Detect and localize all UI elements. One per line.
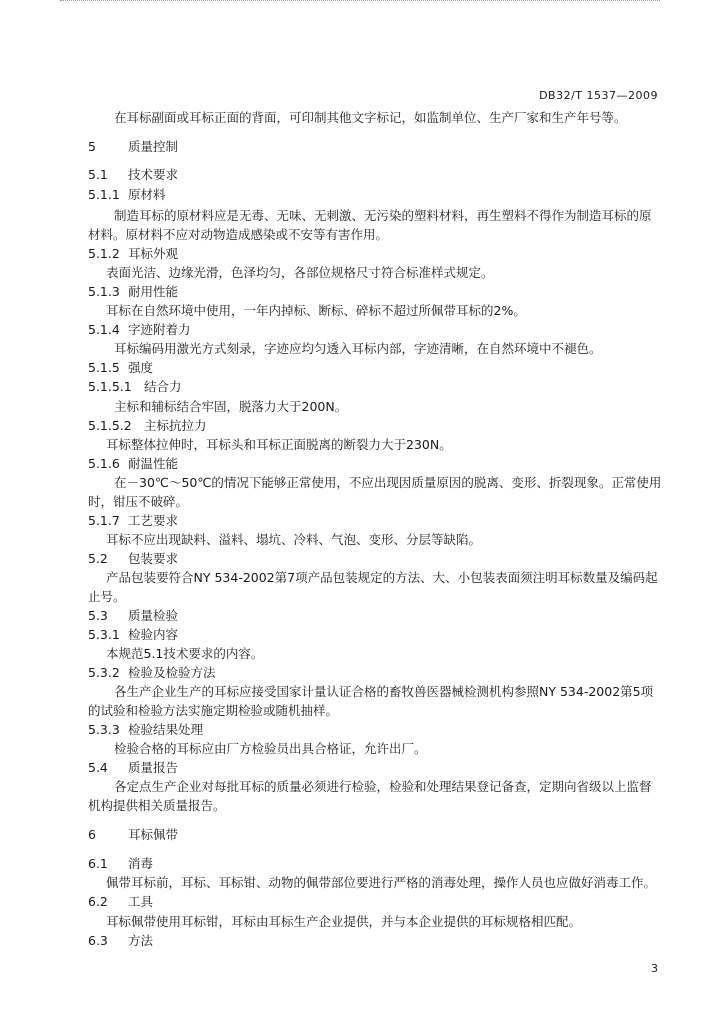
- paragraph: 制造耳标的原材料应是无毒、无味、无刺激、无污染的塑料材料，再生塑料不得作为制造耳标的原: [114, 208, 652, 223]
- section-number: 5: [88, 139, 96, 154]
- section-number: 5.1.7: [88, 513, 120, 528]
- paragraph: 耳标佩带使用耳标钳，耳标由耳标生产企业提供，并与本企业提供的耳标规格相匹配。: [106, 914, 582, 929]
- section-number: 5.3.1: [88, 627, 120, 642]
- section-title: 耐用性能: [128, 284, 179, 299]
- paragraph: 本规范5.1技术要求的内容。: [106, 646, 264, 661]
- section-title: 质量检验: [128, 608, 179, 623]
- section-5-3-1-heading: [88, 627, 178, 643]
- section-5-1-heading: [88, 167, 178, 183]
- section-title: 技术要求: [128, 167, 179, 182]
- paragraph: 机构提供相关质量报告。: [88, 798, 226, 813]
- section-number: 6.2: [88, 894, 108, 909]
- section-5-2-heading: [88, 551, 178, 567]
- paragraph: 主标和辅标结合牢固，脱落力大于200N。: [114, 399, 348, 414]
- section-title: 工艺要求: [128, 513, 179, 528]
- paragraph: 耳标编码用激光方式刻录，字迹应均匀透入耳标内部，字迹清晰，在自然环境中不褪色。: [114, 341, 602, 356]
- section-title: 结合力: [144, 379, 182, 394]
- paragraph: 各生产企业生产的耳标应接受国家计量认证合格的畜牧兽医器械检测机构参照NY 534-2002第5项: [114, 684, 654, 699]
- section-title: 包装要求: [128, 551, 179, 566]
- paragraph: 检验合格的耳标应由厂方检验员出具合格证，允许出厂。: [114, 741, 427, 756]
- paragraph: 时，钳压不破碎。: [88, 494, 189, 509]
- section-number: 5.1.5.2: [88, 418, 132, 433]
- section-title: 耳标佩带: [128, 827, 179, 842]
- section-5-1-3-heading: [88, 284, 178, 300]
- section-number: 5.4: [88, 760, 108, 775]
- section-number: 6.3: [88, 933, 108, 948]
- section-6-1-heading: [88, 856, 153, 872]
- paragraph: 表面光洁、边缘光滑，色泽均匀，各部位规格尺寸符合标准样式规定。: [106, 265, 494, 280]
- section-title: 检验内容: [128, 627, 179, 642]
- section-number: 5.3.2: [88, 665, 120, 680]
- section-6-3-heading: [88, 933, 153, 949]
- section-5-1-5-heading: [88, 360, 153, 376]
- paragraph: 产品包装要符合NY 534-2002第7项产品包装规定的方法、大、小包装表面须注明耳标数量及编码起: [106, 570, 658, 585]
- scan-edge-rule: [60, 0, 660, 3]
- section-title: 质量控制: [128, 139, 179, 154]
- section-5-3-heading: [88, 608, 178, 624]
- section-number: 5.3.3: [88, 722, 120, 737]
- paragraph: 止号。: [88, 589, 126, 604]
- section-title: 原材料: [128, 187, 166, 202]
- section-number: 5.1.2: [88, 246, 120, 261]
- section-title: 检验及检验方法: [128, 665, 216, 680]
- section-6-heading: [88, 827, 178, 843]
- paragraph: 佩带耳标前，耳标、耳标钳、动物的佩带部位要进行严格的消毒处理，操作人员也应做好消毒工作。: [106, 875, 657, 890]
- section-number: 5.1.5.1: [88, 379, 132, 394]
- section-5-1-2-heading: [88, 246, 178, 262]
- section-5-1-1-heading: [88, 187, 166, 203]
- section-number: 5.1.4: [88, 322, 120, 337]
- paragraph: 在－30℃～50℃的情况下能够正常使用，不应出现因质量原因的脱离、变形、折裂现象。正常使用: [114, 475, 662, 490]
- section-title: 耳标外观: [128, 246, 179, 261]
- section-5-3-2-heading: [88, 665, 216, 681]
- section-number: 5.1.6: [88, 456, 120, 471]
- section-title: 耐温性能: [128, 456, 179, 471]
- paragraph: 耳标在自然环境中使用，一年内掉标、断标、碎标不超过所佩带耳标的2%。: [106, 303, 526, 318]
- intro-paragraph: 在耳标副面或耳标正面的背面，可印制其他文字标记，如监制单位、生产厂家和生产年号等。: [114, 110, 627, 125]
- section-5-1-5-2-heading: [88, 418, 207, 434]
- section-number: 5.2: [88, 551, 108, 566]
- section-title: 主标抗拉力: [144, 418, 207, 433]
- section-title: 工具: [128, 894, 154, 909]
- section-number: 5.3: [88, 608, 108, 623]
- section-title: 质量报告: [128, 760, 179, 775]
- section-5-4-heading: [88, 760, 178, 776]
- section-title: 字迹附着力: [128, 322, 191, 337]
- paragraph: 材料。原材料不应对动物造成感染或不安等有害作用。: [88, 227, 389, 242]
- section-number: 5.1: [88, 167, 108, 182]
- section-title: 方法: [128, 933, 154, 948]
- paragraph: 耳标整体拉伸时，耳标头和耳标正面脱离的断裂力大于230N。: [106, 437, 452, 452]
- section-5-1-6-heading: [88, 456, 178, 472]
- section-title: 检验结果处理: [128, 722, 204, 737]
- document-code: DB32/T 1537—2009: [539, 89, 658, 102]
- section-title: 消毒: [128, 856, 154, 871]
- section-5-3-3-heading: [88, 722, 203, 738]
- paragraph: 各定点生产企业对每批耳标的质量必须进行检验，检验和处理结果登记备查，定期向省级以上监督: [114, 779, 652, 794]
- section-number: 6.1: [88, 856, 108, 871]
- section-5-heading: [88, 139, 178, 155]
- section-5-1-7-heading: [88, 513, 178, 529]
- section-5-1-4-heading: [88, 322, 191, 338]
- section-5-1-5-1-heading: [88, 379, 182, 395]
- paragraph: 的试验和检验方法实施定期检验或随机抽样。: [88, 703, 339, 718]
- section-number: 5.1.1: [88, 187, 120, 202]
- section-6-2-heading: [88, 894, 153, 910]
- section-number: 6: [88, 827, 96, 842]
- section-number: 5.1.5: [88, 360, 120, 375]
- section-number: 5.1.3: [88, 284, 120, 299]
- paragraph: 耳标不应出现缺料、溢料、塌坑、冷料、气泡、变形、分层等缺陷。: [106, 532, 482, 547]
- page-number: 3: [651, 962, 658, 975]
- section-title: 强度: [128, 360, 154, 375]
